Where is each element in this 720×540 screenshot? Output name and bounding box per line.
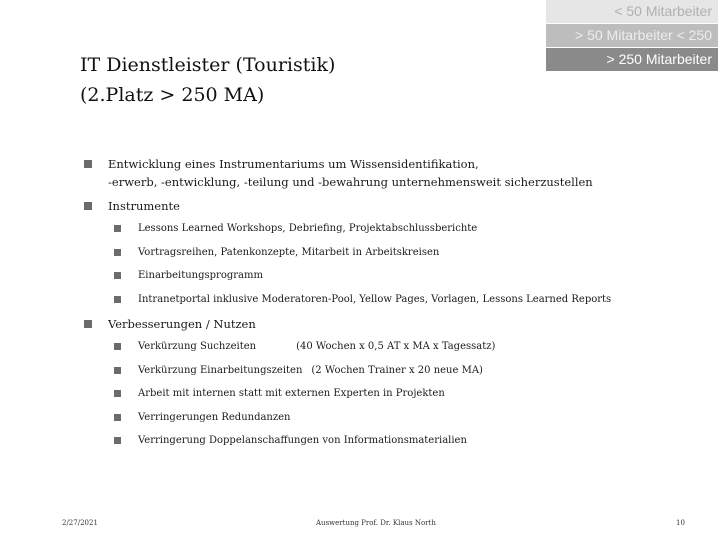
slide-title (80, 50, 335, 110)
title-line-2: (2.Platz > 250 MA) (80, 84, 265, 106)
legend-over-250: > 250 Mitarbeiter (546, 48, 718, 72)
instrument-text: Lessons Learned Workshops, Debriefing, Projektabschlussberichte (138, 223, 478, 234)
benefit-text: Verkürzung Suchzeiten (138, 341, 257, 352)
instrument-item (84, 221, 704, 237)
square-bullet-icon (114, 272, 121, 279)
title-line-1: IT Dienstleister (Touristik) (80, 54, 336, 76)
square-bullet-icon (114, 249, 121, 256)
goal-line-2: -erwerb, -entwicklung, -teilung und -bewahrung unternehmensweit sicherzustellen (108, 175, 593, 189)
bullet-content (84, 155, 704, 457)
footer-center: Auswertung Prof. Dr. Klaus North (316, 519, 436, 527)
square-bullet-icon (84, 160, 92, 168)
bullet-verbesserungen (84, 315, 704, 333)
square-bullet-icon (114, 414, 121, 421)
benefit-item (84, 433, 704, 449)
instrument-text: Vortragsreihen, Patenkonzepte, Mitarbeit in Arbeitskreisen (138, 246, 440, 258)
footer-date: 2/27/2021 (62, 519, 98, 527)
square-bullet-icon (114, 390, 121, 397)
benefit-text: Verkürzung Einarbeitungszeiten (138, 364, 303, 376)
square-bullet-icon (84, 202, 92, 210)
benefit-text: Verringerung Doppelanschaffungen von Informationsmaterialien (138, 435, 467, 446)
benefit-item (84, 386, 704, 402)
square-bullet-icon (114, 437, 121, 444)
bullet-goal (84, 155, 704, 191)
employee-size-legend (546, 0, 718, 72)
benefit-detail: (2 Wochen Trainer x 20 neue MA) (311, 364, 483, 376)
instrument-item (84, 245, 704, 261)
benefit-item (84, 339, 704, 355)
instrument-text: Intranetportal inklusive Moderatoren-Pool, Yellow Pages, Vorlagen, Lessons Learned Reports (138, 293, 612, 305)
instrument-text: Einarbeitungsprogramm (138, 270, 263, 281)
benefit-text: Verringerungen Redundanzen (138, 411, 291, 423)
square-bullet-icon (114, 367, 121, 374)
square-bullet-icon (84, 320, 92, 328)
legend-under-50: < 50 Mitarbeiter (546, 0, 718, 24)
square-bullet-icon (114, 225, 121, 232)
instrument-item (84, 292, 704, 308)
benefit-detail: (40 Wochen x 0,5 AT x MA x Tagessatz) (296, 341, 496, 352)
legend-50-to-250: > 50 Mitarbeiter < 250 (546, 24, 718, 48)
instrument-item (84, 268, 704, 284)
square-bullet-icon (114, 343, 121, 350)
bullet-instrumente (84, 197, 704, 215)
benefit-item (84, 363, 704, 379)
benefit-item (84, 410, 704, 426)
instrumente-heading: Instrumente (108, 199, 180, 213)
square-bullet-icon (114, 296, 121, 303)
verbesserungen-heading: Verbesserungen / Nutzen (108, 317, 256, 331)
goal-line-1: Entwicklung eines Instrumentariums um Wissensidentifikation, (108, 157, 479, 171)
page-number: 10 (676, 519, 685, 527)
benefit-text: Arbeit mit internen statt mit externen Experten in Projekten (138, 388, 445, 399)
